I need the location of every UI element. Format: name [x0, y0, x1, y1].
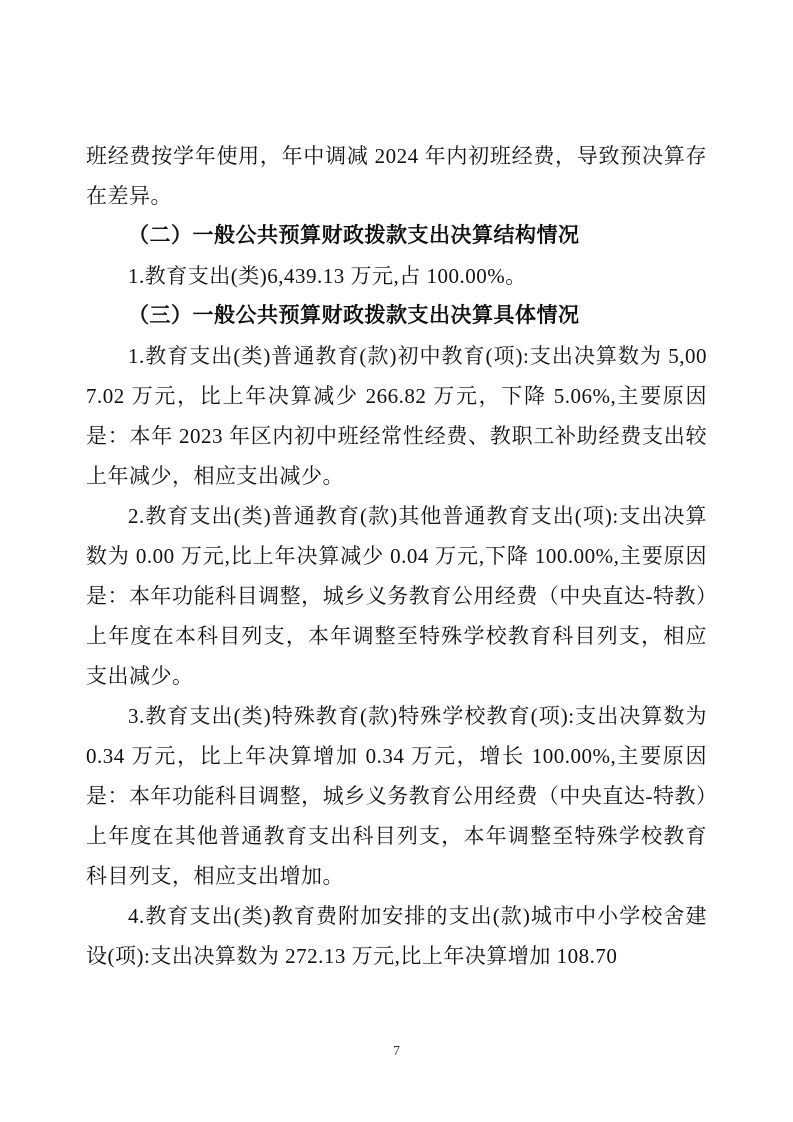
- detail-item-3-special-school-education: 3.教育支出(类)特殊教育(款)特殊学校教育(项):支出决算数为 0.34 万元，比上年决算增加 0.34 万元，增长 100.00%,主要原因是：本年功能科目调整，城乡义务教育公用经费（中央直达-特教）上年度在其他普通教育支出科目列支，本年调整至特殊学校教育科目列支，相应支出增加。: [86, 704, 707, 888]
- detail-item-4-school-building-construction: 4.教育支出(类)教育费附加安排的支出(款)城市中小学校舍建设(项):支出决算数为 272.13 万元,比上年决算增加 108.70: [86, 904, 707, 968]
- structure-item-education-expenditure: 1.教育支出(类)6,439.13 万元,占 100.00%。: [128, 264, 527, 288]
- paragraph-continued-from-previous-page: 班经费按学年使用，年中调减 2024 年内初班经费，导致预决算存在差异。: [86, 144, 707, 208]
- section-heading-expenditure-structure: （二）一般公共预算财政拨款支出决算结构情况: [128, 224, 580, 247]
- detail-item-1-junior-middle-education: 1.教育支出(类)普通教育(款)初中教育(项):支出决算数为 5,007.02 万元，比上年决算减少 266.82 万元，下降 5.06%,主要原因是：本年 2023 年区内初中班经常性经费、教职工补助经费支出较上年减少，相应支出减少。: [86, 344, 707, 488]
- document-body: [86, 136, 707, 976]
- page-number: 7: [393, 1044, 400, 1059]
- detail-item-2-other-general-education: 2.教育支出(类)普通教育(款)其他普通教育支出(项):支出决算数为 0.00 万元,比上年决算减少 0.04 万元,下降 100.00%,主要原因是：本年功能科目调整，城乡义务教育公用经费（中央直达-特教）上年度在本科目列支，本年调整至特殊学校教育科目列支，相应支出减少。: [86, 504, 707, 688]
- section-heading-expenditure-details: （三）一般公共预算财政拨款支出决算具体情况: [128, 304, 580, 327]
